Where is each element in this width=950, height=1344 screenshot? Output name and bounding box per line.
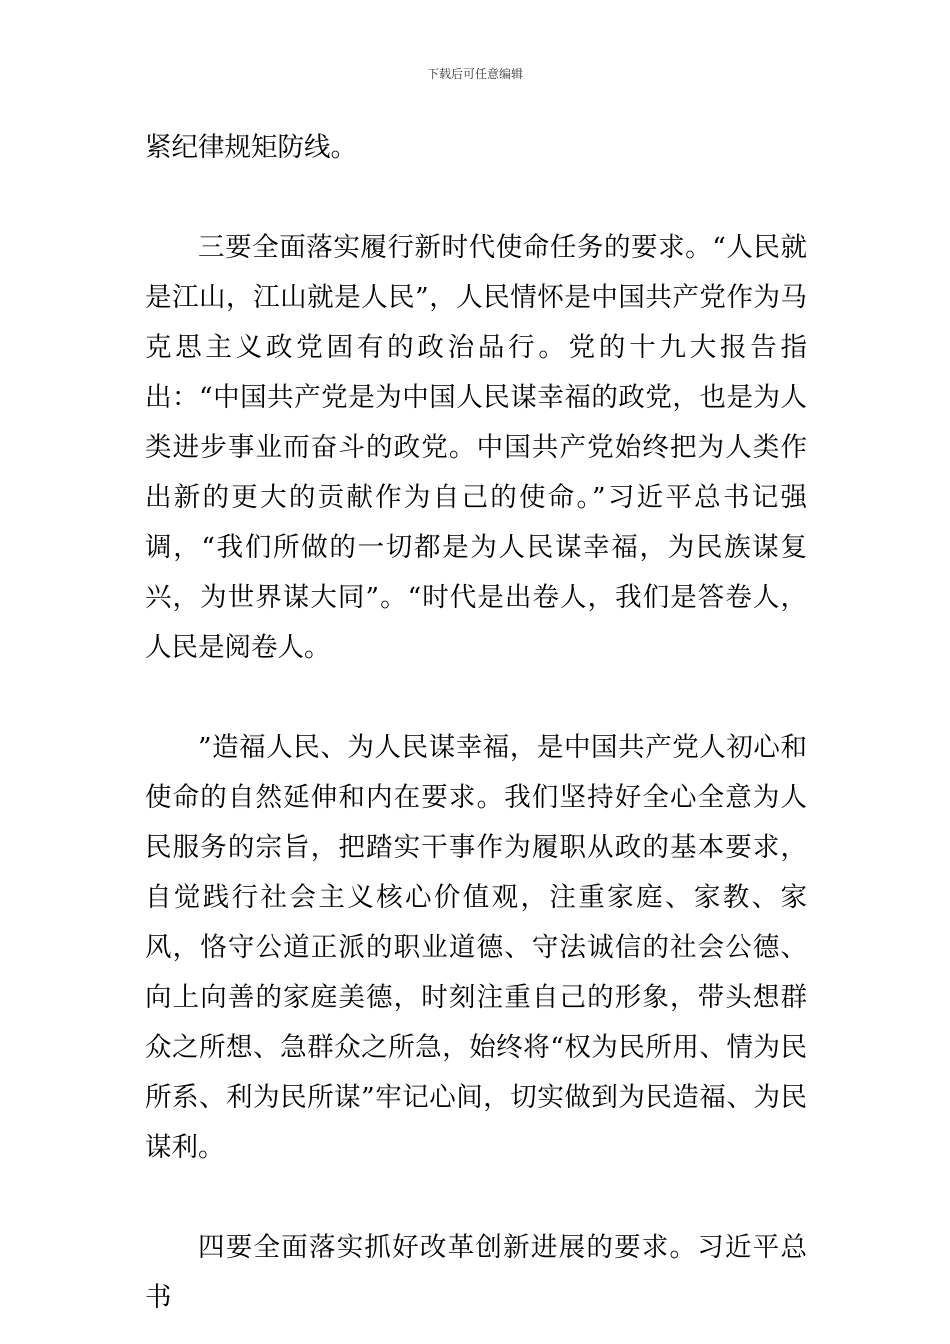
paragraph-4: 四要全面落实抓好改革创新进展的要求。习近平总书 [145, 1232, 807, 1313]
paragraph-2: 三要全面落实履行新时代使命任务的要求。“人民就是江山，江山就是人民”，人民情怀是中国共产党作为马克思主义政党固有的政治品行。党的十九大报告指出：“中国共产党是为中国人民谋幸福的政党，也是为人类进步事业而奋斗的政党。中国共产党始终把为人类作出新的更大的贡献作为自己的使命。”习近平总书记强调，“我们所做的一切都是为人民谋幸福，为民族谋复兴，为世界谋大同”。“时代是出卷人，我们是答卷人，人民是阅卷人。 [145, 232, 807, 663]
document-body [145, 123, 807, 1323]
paragraph-3: ”造福人民、为人民谋幸福，是中国共产党人初心和使命的自然延伸和内在要求。我们坚持好全心全意为人民服务的宗旨，把踏实干事作为履职从政的基本要求，自觉践行社会主义核心价值观，注重家庭、家教、家风，恪守公道正派的职业道德、守法诚信的社会公德、向上向善的家庭美德，时刻注重自己的形象，带头想群众之所想、急群众之所急，始终将“权为民所用、情为民所系、利为民所谋”牢记心间，切实做到为民造福、为民谋利。 [145, 732, 807, 1163]
page-header: 下载后可任意编辑 [426, 67, 523, 81]
paragraph-1: 紧纪律规矩防线。 [145, 132, 357, 163]
